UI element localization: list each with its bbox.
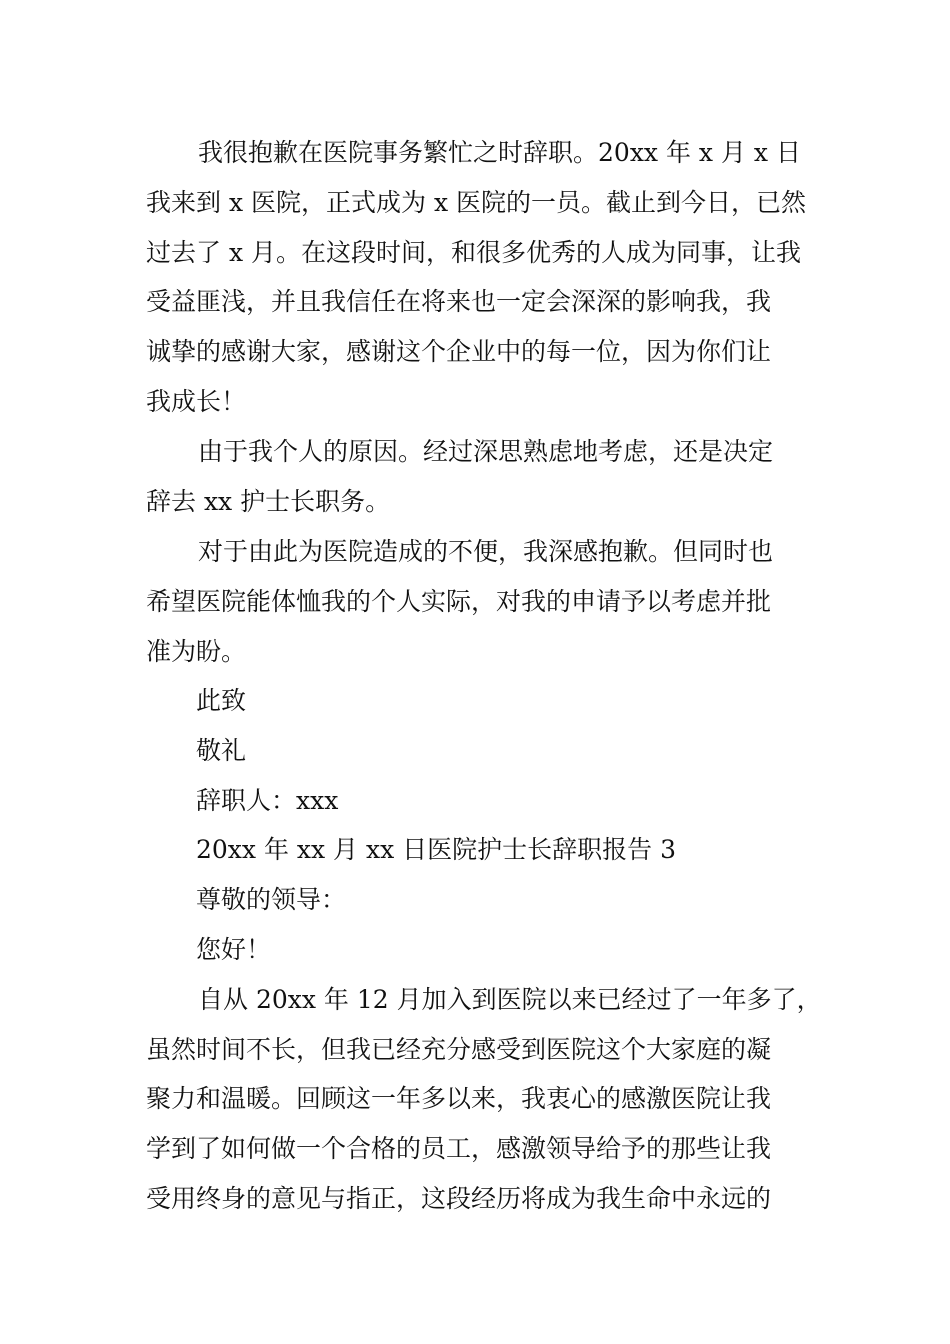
next-paragraph-line-5: 受用终身的意见与指正，这段经历将成为我生命中永远的 xyxy=(146,1184,772,1213)
paragraph-3-line-3: 准为盼。 xyxy=(146,637,247,666)
next-paragraph-line-4: 学到了如何做一个合格的员工，感激领导给予的那些让我 xyxy=(146,1134,772,1163)
hello-line: 您好！ xyxy=(196,935,272,964)
next-paragraph-line-2: 虽然时间不长，但我已经充分感受到医院这个大家庭的凝 xyxy=(146,1035,772,1064)
closing-salute: 敬礼 xyxy=(196,736,247,765)
signer-line: 辞职人：xxx xyxy=(196,786,339,815)
paragraph-1-line-4: 受益匪浅，并且我信任在将来也一定会深深的影响我，我 xyxy=(146,287,772,316)
paragraph-2-line-2: 辞去 xx 护士长职务。 xyxy=(146,487,391,516)
paragraph-1-line-3: 过去了 x 月。在这段时间，和很多优秀的人成为同事，让我 xyxy=(146,238,801,267)
date-and-section-title: 20xx 年 xx 月 xx 日医院护士长辞职报告 3 xyxy=(196,835,676,864)
addressee: 尊敬的领导： xyxy=(196,885,347,914)
paragraph-1-line-1: 我很抱歉在医院事务繁忙之时辞职。20xx 年 x 月 x 日 xyxy=(198,138,801,167)
paragraph-3-line-2: 希望医院能体恤我的个人实际，对我的申请予以考虑并批 xyxy=(146,587,772,616)
paragraph-1-line-5: 诚挚的感谢大家，感谢这个企业中的每一位，因为你们让 xyxy=(146,337,772,366)
paragraph-3-line-1: 对于由此为医院造成的不便，我深感抱歉。但同时也 xyxy=(198,537,774,566)
next-paragraph-line-1: 自从 20xx 年 12 月加入到医院以来已经过了一年多了， xyxy=(198,985,822,1014)
closing-greeting: 此致 xyxy=(196,686,247,715)
paragraph-2-line-1: 由于我个人的原因。经过深思熟虑地考虑，还是决定 xyxy=(198,437,774,466)
paragraph-1-line-6: 我成长！ xyxy=(146,387,247,416)
next-paragraph-line-3: 聚力和温暖。回顾这一年多以来，我衷心的感激医院让我 xyxy=(146,1084,772,1113)
paragraph-1-line-2: 我来到 x 医院，正式成为 x 医院的一员。截止到今日，已然 xyxy=(146,188,806,217)
